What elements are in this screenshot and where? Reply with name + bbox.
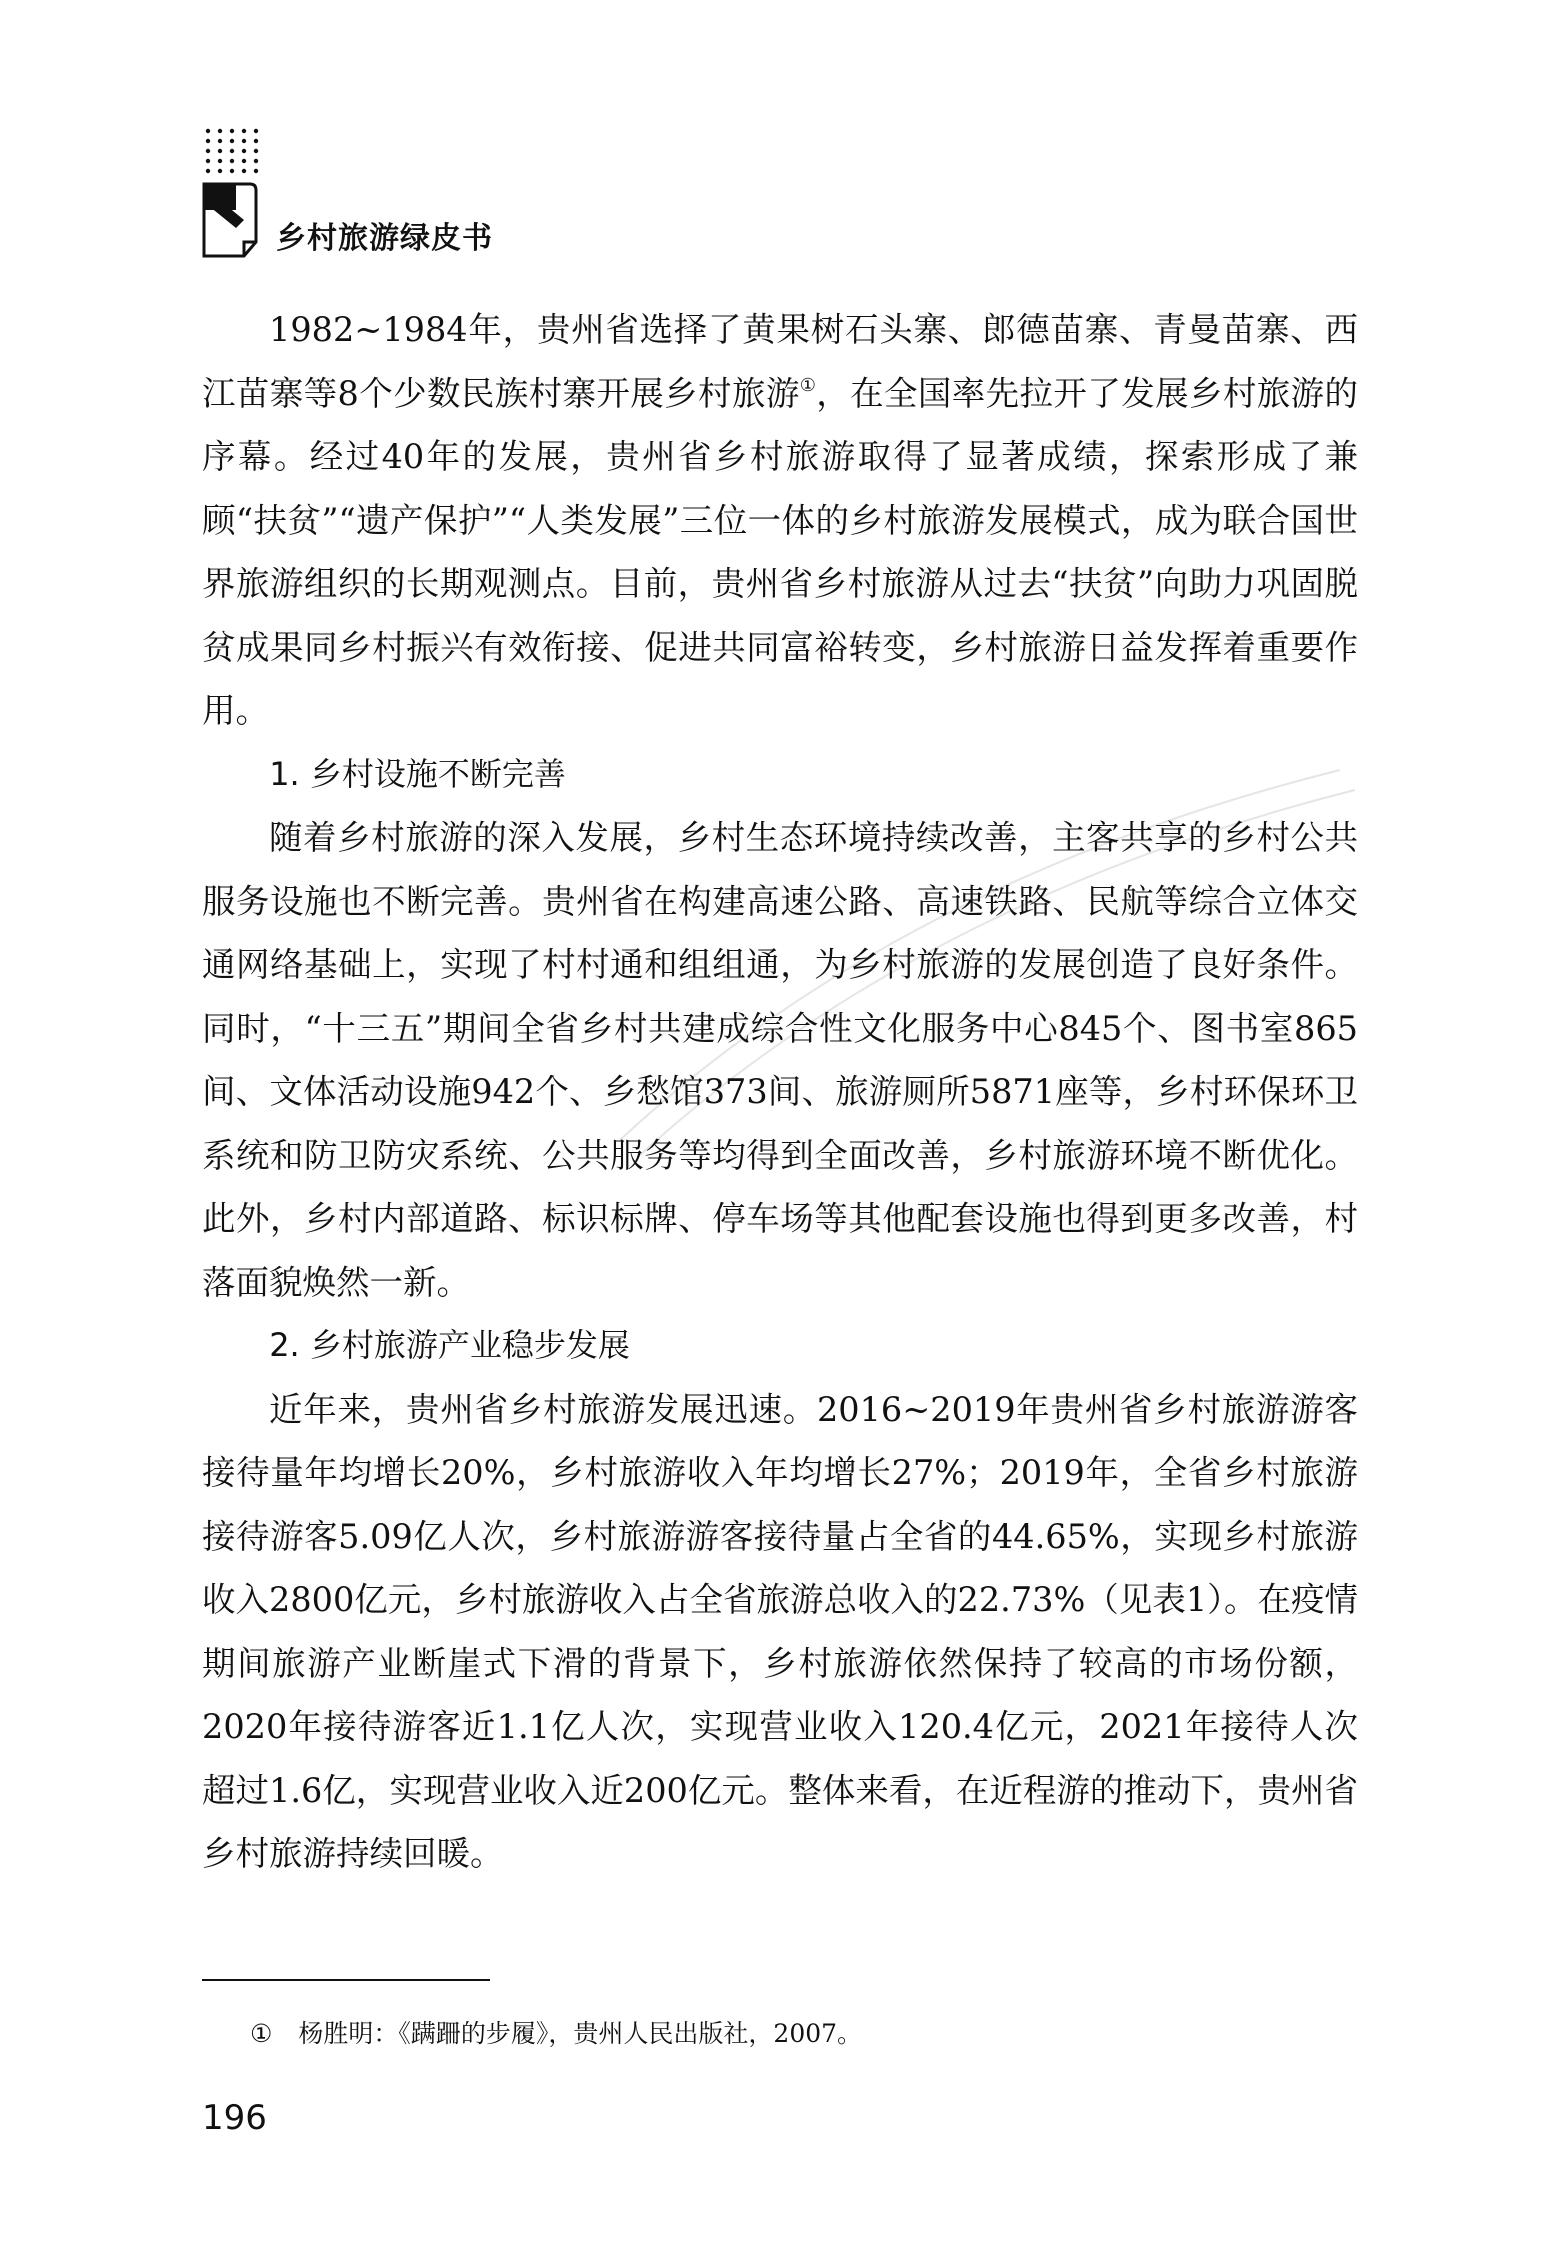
section-1-paragraph: 随着乡村旅游的深入发展，乡村生态环境持续改善，主客共享的乡村公共服务设施也不断完善。贵州省在构建高速公路、高速铁路、民航等综合立体交通网络基础上，实现了村村通和组组通，为乡村旅游的发展创造了良好条件。同时，“十三五”期间全省乡村共建成综合性文化服务中心845个、图书室865间、文体活动设施942个、乡愁馆373间、旅游厕所5871座等，乡村环保环卫系统和防卫防灾系统、公共服务等均得到全面改善，乡村旅游环境不断优化。此外，乡村内部道路、标识标牌、停车场等其他配套设施也得到更多改善，村落面貌焕然一新。 — [202, 818, 1358, 1302]
series-title: 乡村旅游绿皮书 — [276, 221, 493, 256]
footnote-mark: ① — [250, 2019, 273, 2048]
page-number: 196 — [202, 2098, 267, 2138]
intro-paragraph-part-a: 1982~1984年，贵州省选择了黄果树石头寨、郎德苗寨、青曼苗寨、西江苗寨等8个少数民族村寨开展乡村旅游 — [202, 310, 1358, 413]
section-1-heading: 1. 乡村设施不断完善 — [269, 754, 566, 793]
main-text — [202, 298, 1358, 1886]
footnote-reference-link[interactable]: ① — [799, 374, 817, 396]
footnote — [250, 2018, 862, 2050]
footnote-text: 杨胜明：《蹒跚的步履》，贵州人民出版社，2007。 — [298, 2019, 863, 2048]
intro-paragraph-part-b: ，在全国率先拉开了发展乡村旅游的序幕。经过40年的发展，贵州省乡村旅游取得了显著成绩，探索形成了兼顾“扶贫”“遗产保护”“人类发展”三位一体的乡村旅游发展模式，成为联合国世界旅游组织的长期观测点。目前，贵州省乡村旅游从过去“扶贫”向助力巩固脱贫成果同乡村振兴有效衔接、促进共同富裕转变，乡村旅游日益发挥着重要作用。 — [202, 373, 1358, 730]
green-book-logo-icon — [200, 180, 260, 260]
intro-paragraph — [202, 298, 1358, 743]
section-2-heading: 2. 乡村旅游产业稳步发展 — [269, 1326, 630, 1364]
dot-grid-ornament-icon — [200, 125, 260, 185]
running-header — [200, 125, 800, 265]
footnote-divider — [202, 1979, 490, 1981]
section-2-paragraph: 近年来，贵州省乡村旅游发展迅速。2016~2019年贵州省乡村旅游游客接待量年均增长20%，乡村旅游收入年均增长27%；2019年，全省乡村旅游接待游客5.09亿人次，乡村旅游游客接待量占全省的44.65%，实现乡村旅游收入2800亿元，乡村旅游收入占全省旅游总收入的22.73%（见表1）。在疫情期间旅游产业断崖式下滑的背景下，乡村旅游依然保持了较高的市场份额，2020年接待游客近1.1亿人次，实现营业收入120.4亿元，2021年接待人次超过1.6亿，实现营业收入近200亿元。整体来看，在近程游的推动下，贵州省乡村旅游持续回暖。 — [202, 1389, 1358, 1873]
